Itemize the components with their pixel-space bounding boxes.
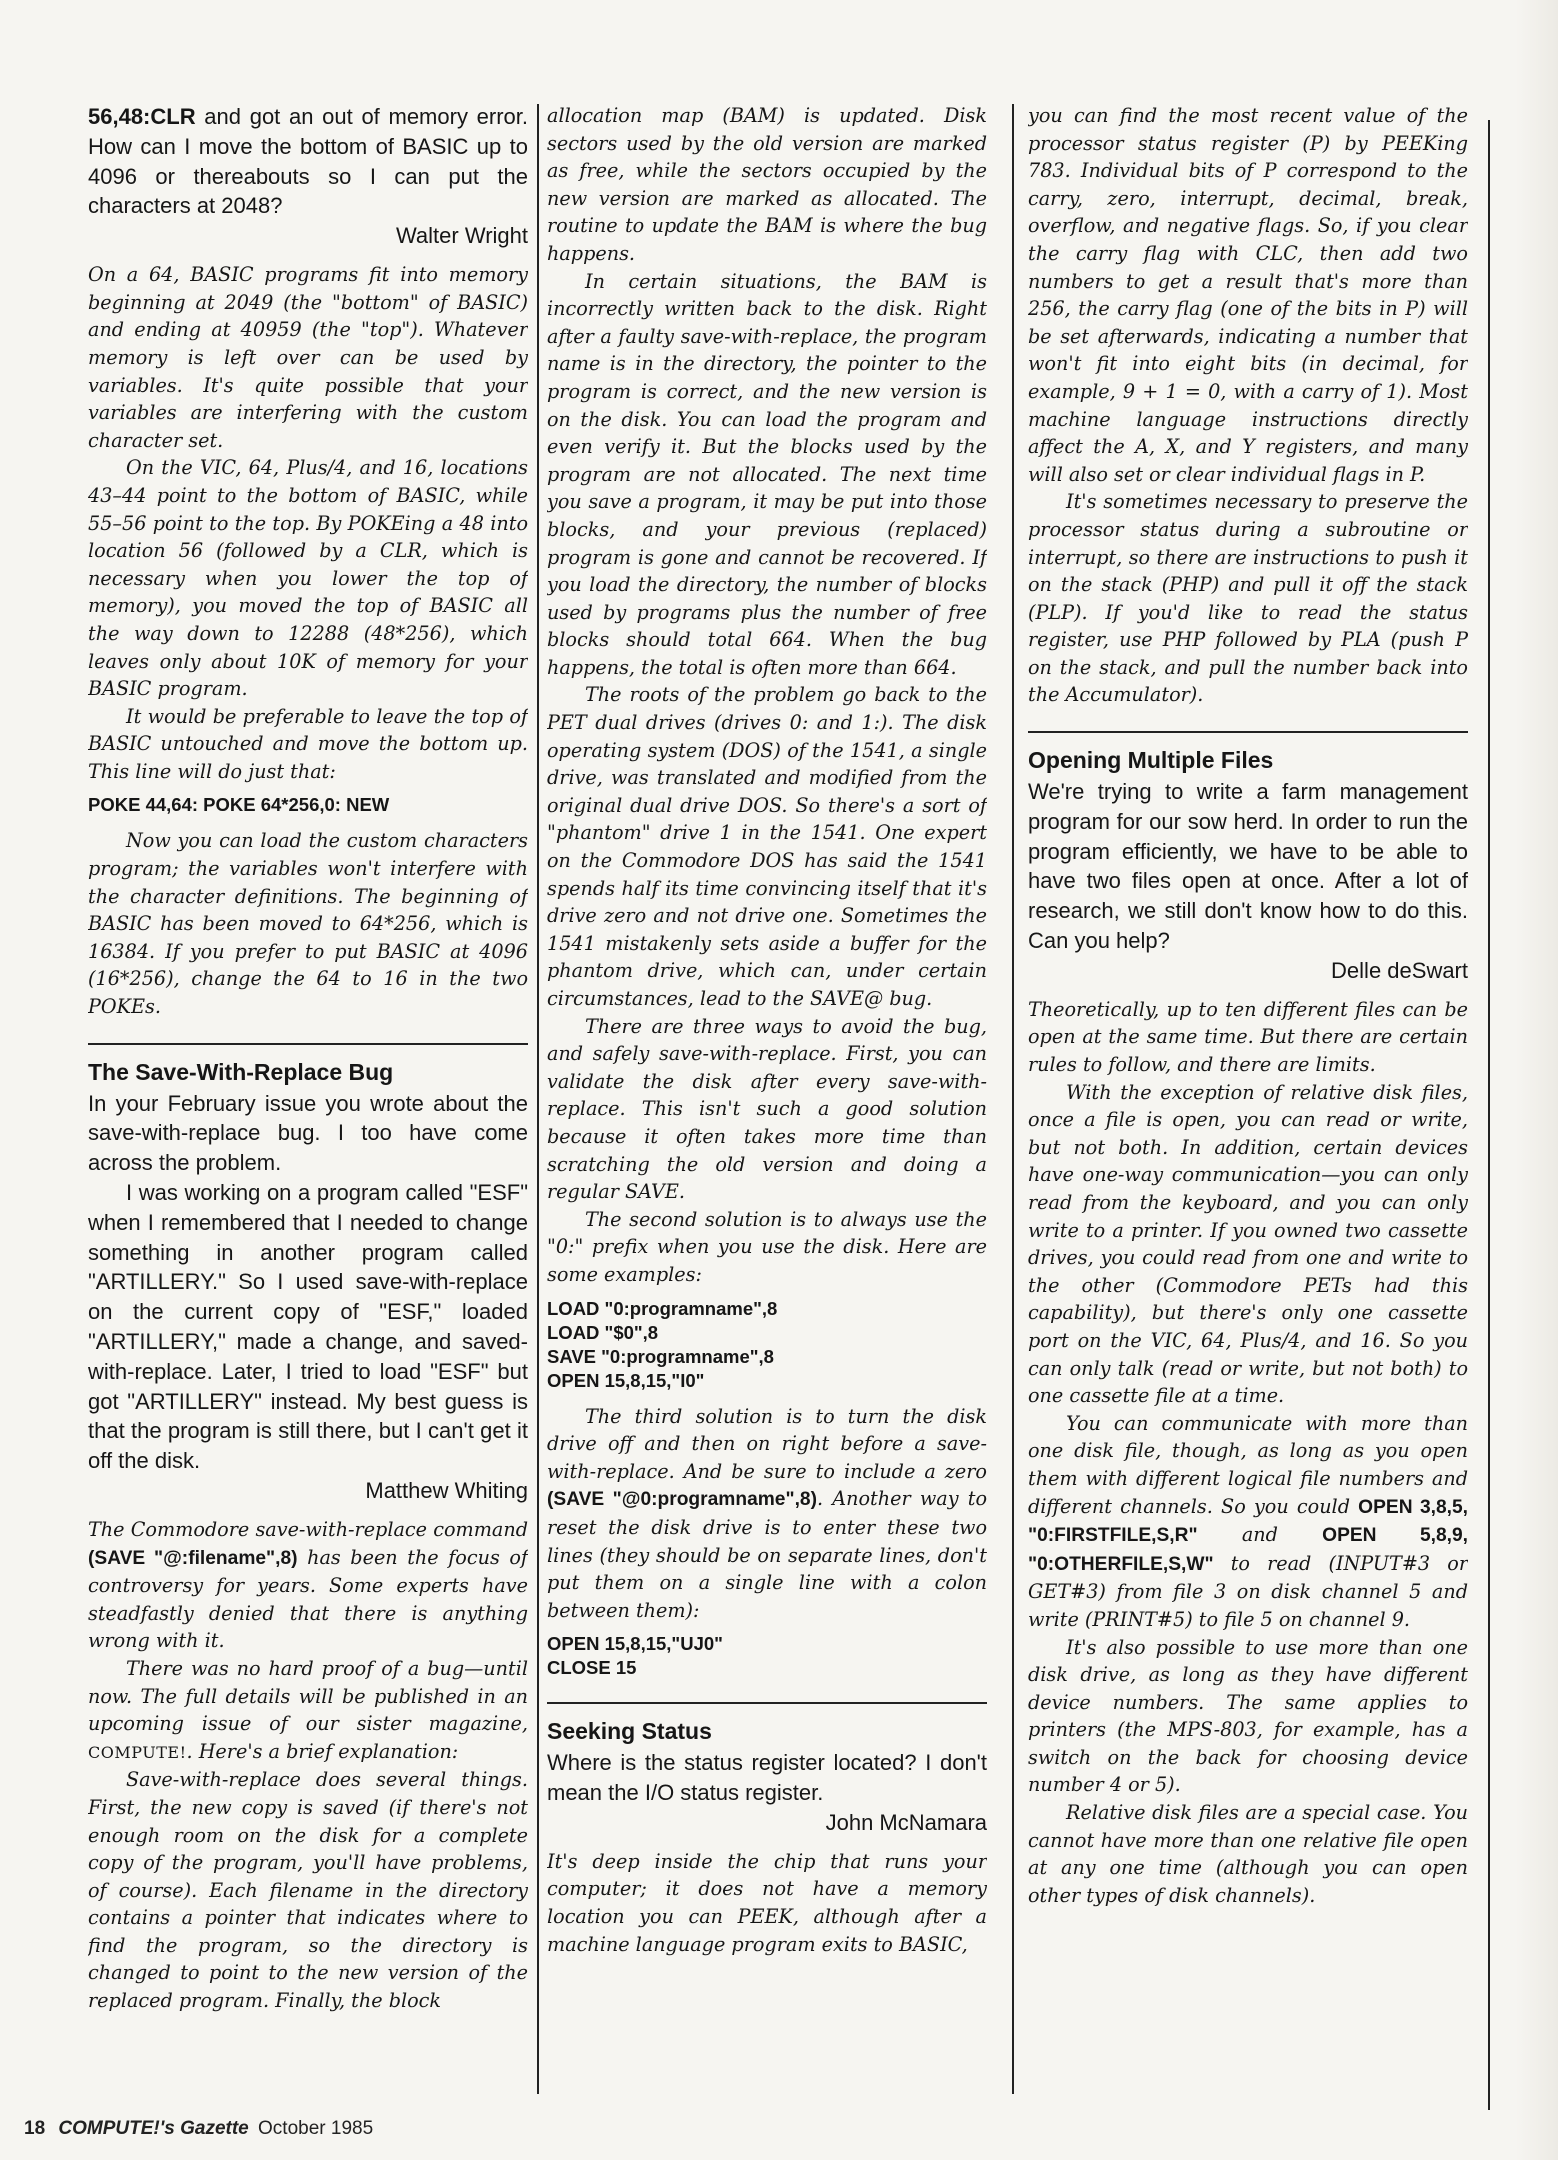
text-run: The Commodore save-with-replace command xyxy=(88,1517,528,1541)
text-run: and got an out of memory error. How can I move the bottom of BASIC up to 4096 or thereabouts so I can put the characters at 2048? xyxy=(88,104,528,219)
answer-paragraph: In certain situations, the BAM is incorrectly written back to the disk. Right after a faulty save-with-replace, the program name is in the directory, the pointer to the program is correct, and the new version is on the disk. You can load the program and even verify it. But the blocks used by the program are not allocated. The next time you save a program, it may be put into those blocks, and your previous (replaced) program is gone and cannot be recovered. If you load the directory, the number of blocks used by programs plus the number of free blocks should total 664. When the bug happens, the total is often more than 664. xyxy=(547,269,987,679)
section-divider xyxy=(547,1702,987,1704)
signature-delle-deswart: Delle deSwart xyxy=(1331,957,1468,983)
code-line: SAVE "0:programname",8 xyxy=(547,1345,774,1367)
signature-walter-wright: Walter Wright xyxy=(395,223,528,249)
page-edge-shadow xyxy=(1516,0,1558,2160)
answer-paragraph: Save-with-replace does several things. First, the new copy is saved (if there's not enough room on the disk for a complete copy of the program, you'll have problems, of course). Each filename in the directory contains a pointer that indicates where to find the program, so the directory is changed to point to the new version of the replaced program. Finally, the block xyxy=(88,1768,528,2013)
page-number: 18 xyxy=(24,2118,46,2139)
signature-matthew-whiting: Matthew Whiting xyxy=(365,1477,528,1503)
answer-paragraph: It's deep inside the chip that runs your computer; it does not have a memory location you can PEEK, although after a machine language program exits to BASIC, xyxy=(547,1849,987,1956)
text-run: The third solution is to turn the disk drive off and then on right before a save-with-replace. And be sure to include a zero xyxy=(547,1404,987,1483)
answer-paragraph: On a 64, BASIC programs fit into memory beginning at 2049 (the "bottom" of BASIC) and ending at 40959 (the "top"). Whatever memory is left over can be used by variables. It's quite possible that your variables are interfering with the custom character set. xyxy=(88,263,528,452)
answer-paragraph: With the exception of relative disk files, once a file is open, you can read or write, but not both. In addition, certain devices have one-way communication—you can only read from the keyboard, and you can only write to a printer. If you owned two cassette drives, you could read from one and write to the other (Commodore PETs had this capability), but there's only one cassette port on the VIC, 64, Plus/4, and 16. So you can only talk (read or write, but not both) to one cassette file at a time. xyxy=(1028,1080,1468,1408)
answer-paragraph: Now you can load the custom characters program; the variables won't interfere with the character definitions. The beginning of BASIC has been moved to 64*256, which is 16384. If you prefer to put BASIC at 4096 (16*256), change the 64 to 16 in the two POKEs. xyxy=(88,829,528,1019)
text-run: You can communicate with more than one disk file, though, as long as you open them with different logical file numbers and different channels. So you could xyxy=(1028,1411,1468,1518)
answer-paragraph: On the VIC, 64, Plus/4, and 16, locations 43–44 point to the bottom of BASIC, while 55–56 point to the top. By POKEing a 48 into location 56 (followed by a CLR, which is necessary when you lower the top of memory), you moved the top of BASIC all the way down to 12288 (48*256), which leaves only about 10K of memory for your BASIC program. xyxy=(88,456,528,701)
answer-paragraph: It's sometimes necessary to preserve the processor status during a subroutine or interrupt, so there are instructions to push it on the stack (PHP) and pull it off the stack (PLP). If you'd like to read the status register, use PHP followed by PLA (push P on the stack, and pull the number back into the Accumulator). xyxy=(1028,490,1468,707)
answer-paragraph xyxy=(88,1655,528,1766)
page-footer xyxy=(24,2118,377,2140)
text-run: . Here's a brief explanation: xyxy=(186,1739,459,1763)
section-divider xyxy=(1028,731,1468,733)
letter-paragraph: In your February issue you wrote about the save-with-replace bug. I too have come across the problem. xyxy=(88,1090,528,1176)
answer-paragraph: The second solution is to always use the "0:" prefix when you use the disk. Here are some examples: xyxy=(547,1207,987,1286)
column-1 xyxy=(88,102,528,2107)
text-run: There was no hard proof of a bug—until now. The full details will be published in an upcoming issue of our sister magazine, xyxy=(88,1656,528,1736)
answer-paragraph xyxy=(547,1403,987,1625)
column-rule-far-right xyxy=(1488,120,1490,2110)
text-run: has been the focus of controversy for years. Some experts have steadfastly denied that there is anything wrong with it. xyxy=(88,1545,528,1653)
section-heading-seeking-status: Seeking Status xyxy=(547,1718,712,1745)
code-line: OPEN 15,8,15,"UJ0" xyxy=(547,1633,723,1655)
text-run: and xyxy=(1197,1523,1323,1547)
answer-paragraph: you can find the most recent value of the processor status register (P) by PEEKing 783. Individual bits of P correspond to the carry, zero, interrupt, decimal, break, overflow, and negative flags. So, if you clear the carry flag with CLC, then add two numbers to get a result that's more than 256, the carry flag (one of the bits in P) will be set afterwards, indicating a number that won't fit into eight bits (in decimal, for example, 9 + 1 = 0, with a carry of 1). Most machine language instructions directly affect the A, X, and Y registers, and many will also set or clear individual flags in P. xyxy=(1028,104,1468,486)
answer-paragraph xyxy=(88,1516,528,1655)
bold-run: (SAVE "@0:programname",8) xyxy=(547,1489,817,1511)
section-divider xyxy=(88,1043,528,1045)
code-listing-poke xyxy=(88,793,528,817)
code-line: OPEN 15,8,15,"I0" xyxy=(547,1369,705,1391)
column-rule-right xyxy=(1012,104,1014,2094)
signature-john-mcnamara: John McNamara xyxy=(825,1809,987,1835)
publication-name: COMPUTE!'s Gazette xyxy=(58,2118,249,2139)
letter-paragraph: We're trying to write a farm management program for our sow herd. In order to run the program efficiently, we have to be able to have two files open at once. After a lot of research, we still don't know how to do this. Can you help? xyxy=(1028,779,1468,954)
code-listing-examples xyxy=(547,1297,987,1393)
section-heading-opening-multiple-files: Opening Multiple Files xyxy=(1028,747,1274,774)
answer-paragraph: The roots of the problem go back to the PET dual drives (drives 0: and 1:). The disk operating system (DOS) of the 1541, a single drive, was translated and modified from the original dual drive DOS. So there's a sort of "phantom" drive 1 in the 1541. One expert on the Commodore DOS has said the 1541 spends half its time convincing itself that it's drive zero and not drive one. Sometimes the 1541 mistakenly sets aside a buffer for the phantom drive, which can, under certain circumstances, lead to the SAVE@ bug. xyxy=(547,683,987,1010)
column-2 xyxy=(547,102,987,2107)
letter-paragraph: Where is the status register located? I don't mean the I/O status register. xyxy=(547,1750,987,1806)
answer-paragraph: Relative disk files are a special case. You cannot have more than one relative file open at any one time (although you can open other types of disk channels). xyxy=(1028,1801,1468,1907)
answer-paragraph: Theoretically, up to ten different files can be open at the same time. But there are certain rules to follow, and there are limits. xyxy=(1028,997,1468,1077)
bold-run: (SAVE "@:filename",8) xyxy=(88,1547,298,1569)
answer-paragraph: There are three ways to avoid the bug, and safely save-with-replace. First, you can validate the disk after every save-with-replace. This isn't such a good solution because it often takes more time than scratching the old version and doing a regular SAVE. xyxy=(547,1014,987,1204)
code-line: CLOSE 15 xyxy=(547,1657,637,1679)
text-run: to read (INPUT#3 or GET#3) from file 3 on disk channel 5 and write (PRINT#5) to file 5 on channel 9. xyxy=(1028,1551,1468,1631)
bold-run: OPEN 3,8,5, "0:FIRSTFILE,S,R" xyxy=(1028,1496,1468,1547)
code-line: POKE 44,64: POKE 64*256,0: NEW xyxy=(88,794,390,816)
column-3 xyxy=(1028,102,1468,2107)
code-line: LOAD "0:programname",8 xyxy=(547,1297,778,1319)
issue-date: October 1985 xyxy=(258,2118,374,2139)
section-heading-save-with-replace: The Save-With-Replace Bug xyxy=(88,1058,394,1085)
bold-run: 56,48:CLR xyxy=(88,104,196,129)
letter-paragraph: I was working on a program called "ESF" when I remembered that I needed to change something in another program called "ARTILLERY." So I used save-with-replace on the current copy of "ESF," loaded "ARTILLERY," made a change, and saved-with-replace. Later, I tried to load "ESF" but got "ARTILLERY" instead. My best guess is that the program is still there, but I can't get it off the disk. xyxy=(88,1180,528,1474)
answer-paragraph xyxy=(1028,1410,1468,1634)
answer-paragraph: It's also possible to use more than one disk drive, as long as they have different device numbers. The same applies to printers (the MPS-803, for example, has a switch on the back for choosing device number 4 or 5). xyxy=(1028,1635,1468,1797)
answer-paragraph: It would be preferable to leave the top of BASIC untouched and move the bottom up. This line will do just that: xyxy=(88,704,528,783)
bold-run: OPEN 5,8,9, "0:OTHERFILE,S,W" xyxy=(1028,1525,1468,1575)
code-listing-reset xyxy=(547,1632,987,1680)
answer-paragraph: allocation map (BAM) is updated. Disk sectors used by the old version are marked as free, while the sectors occupied by the new version are marked as allocated. The routine to update the BAM is where the bug happens. xyxy=(547,104,987,265)
small-caps-run: COMPUTE! xyxy=(88,1742,187,1762)
column-rule-left xyxy=(537,104,539,2094)
text-run: . Another way to reset the disk drive is to enter these two lines (they should be on separate lines, don't put them on a single line with a colon between them): xyxy=(547,1487,987,1622)
code-line: LOAD "$0",8 xyxy=(547,1321,659,1343)
letter-question-memory xyxy=(88,102,528,221)
